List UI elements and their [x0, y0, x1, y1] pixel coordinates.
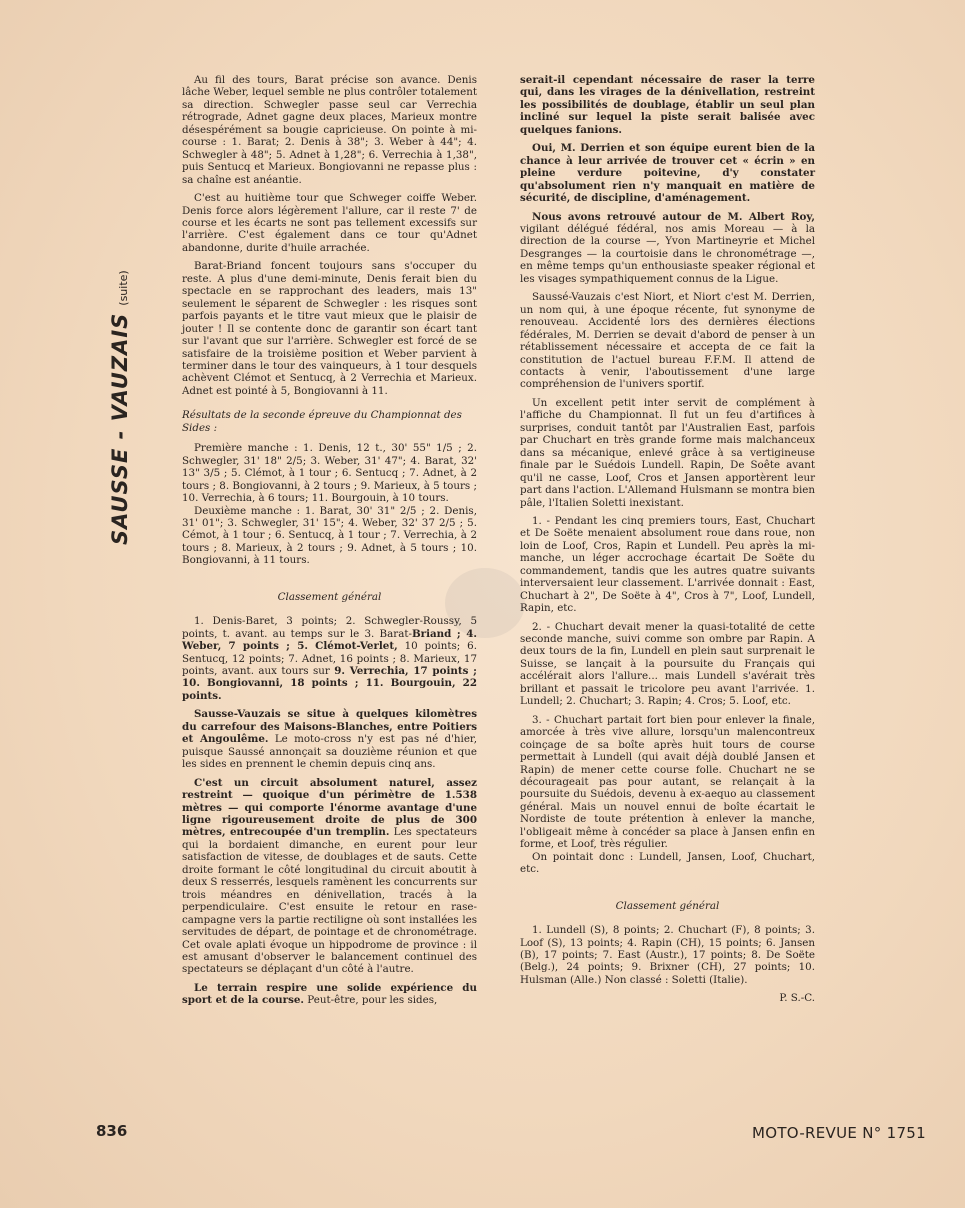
first-heat-results: Première manche : 1. Denis, 12 t., 30' 55" 1/5 ; 2. Schwegler, 31' 18" 2/5; 3. Weber, 31' 47"; 4. Barat, 32' 13" 3/5 ; 5. Clémot, à 1 tour ; 6. Sentucq ; 7. Adnet, à 2 tours ; 8. Bongiovanni, à 2 tours ; 9. Marieux, à 5 tours ; 10. Verrechia, à 6 tours; 11. Bourgouin, à 10 tours. — [182, 442, 477, 505]
left-classement-heading: Classement général — [277, 590, 382, 603]
cg-bold-2: 9. Verrechia, 17 points ; 10. Bongiovanni, 18 points ; 11. Bourgouin, 22 points. — [182, 665, 477, 702]
side-title — [108, 125, 148, 545]
p5-rest: Les spectateurs qui la bordaient dimanche, en eurent pour leur satisfaction de vitesse, de doublages et de sauts. Cette droite formant le côté longitudinal du circuit aboutit à deux S resserrés, lesquels ramènent les concurrents sur trois méandres en dénivellation, tracés à la perpendiculaire. C'est ensuite le retour en rase-campagne vers la partie rectiligne où sont installées les servitudes de départ, de pointage et de chronométrage. Cet ovale aplati évoque un hippodrome de province : il est amusant d'observer le balancement continuel des spectateurs se déplaçant d'un côté à l'autre. — [182, 826, 477, 976]
r-p2-bold: Oui, M. Derrien et son équipe eurent bien de la chance à leur arrivée de trouver cet « écrin » en pleine verdure poitevine, d'y constater qu'absolument rien n'y manquait en matière de sécurité, de discipline, d'aménagement. — [520, 142, 815, 205]
right-paragraph-3 — [520, 211, 815, 286]
side-title-suite: (suite) — [117, 270, 130, 306]
r-p1-bold: serait-il cependant nécessaire de raser la terre qui, dans les virages de la dénivellation, restreint les possibilités de doublage, établir un seul plan incliné sur lequel la piste serait balisée avec quelques fanions. — [520, 74, 815, 136]
right-paragraph-1 — [520, 74, 815, 136]
results-heading: Résultats de la seconde épreuve du Championnat des Sides : — [182, 409, 462, 434]
p5-bold: C'est un circuit absolument naturel, assez restreint — quoique d'un périmètre de 1.538 mètres — qui comporte l'énorme avantage d'une ligne rigoureusement droite de plus de 300 mètres, entrecoupée d'un tremplin. — [182, 776, 477, 839]
left-paragraph-3: Barat-Briand foncent toujours sans s'occuper du reste. A plus d'une demi-minute, Denis ferait bien du spectacle en se rapprochant des leaders, mais 13" seulement le séparent de Schwegler : les risques sont parfois payants et le titre vaut mieux que le plaisir de jouter ! Il se contente donc de garantir son écart tant sur l'avant que sur l'arrière. Schwegler est forcé de se satisfaire de la troisième position et Weber parvient à terminer dans le tour des vainqueurs, à 1 tour desquels achèvent Clémot et Sentucq, à 2 Verrechia et Marieux. Adnet est pointé à 5, Bongiovanni à 11. — [182, 260, 477, 397]
signature: P. S.-C. — [779, 992, 815, 1005]
publication-footer: MOTO-REVUE N° 1751 — [752, 1124, 926, 1142]
right-paragraph-7: 2. - Chuchart devait mener la quasi-totalité de cette seconde manche, suivi comme son ombre par Rapin. A deux tours de la fin, Lundell en plein saut surprenait le Suisse, se lançait à la poursuite du Français qui accélérait alors l'allure... mais Lundell s'avérait très brillant et passait le tricolore peu avant l'arrivée. 1. Lundell; 2. Chuchart; 3. Rapin; 4. Cros; 5. Loof, etc. — [520, 620, 815, 708]
left-paragraph-5 — [182, 777, 477, 976]
page-number: 836 — [96, 1122, 128, 1140]
side-title-main: SAUSSE - VAUZAIS — [108, 312, 132, 545]
cg-bold-1: Briand ; 4. Weber, 7 points ; 5. Clémot-Verlet, — [182, 627, 478, 653]
cg-mid: 10 points; 6. Sentucq, 12 points; 7. Adnet, 16 points ; 8. Marieux, 17 points, avant. aux tours sur — [182, 640, 477, 678]
right-paragraph-8: 3. - Chuchart partait fort bien pour enlever la finale, amorcée à très vive allure, lorsqu'un malencontreux coinçage de sa boîte après huit tours de course permettait à Lundell (qui avait déjà doublé Jansen et Rapin) de mener cette course folle. Chuchart ne se décourageait pas pour autant, se relançait à la poursuite du Suédois, devenu à ex-aequo au classement général. Mais un nouvel ennui de boîte écartait le Nordiste de toute prétention à enlever la manche, l'obligeait même à concéder sa place à Jansen enfin en forme, et Loof, très régulier. — [520, 713, 815, 851]
p6-rest: Peut-être, pour les sides, — [304, 994, 438, 1007]
right-classement-text: 1. Lundell (S), 8 points; 2. Chuchart (F), 8 points; 3. Loof (S), 13 points; 4. Rapin (CH), 15 points; 6. Jansen (B), 17 points; 7. East (Austr.), 17 points; 8. De Soëte (Belg.), 24 points; 9. Brixner (CH), 27 points; 10. Hulsman (Alle.) Non classé : Soletti (Italie). — [520, 924, 815, 986]
left-paragraph-1: Au fil des tours, Barat précise son avance. Denis lâche Weber, lequel semble ne plus contrôler totalement sa direction. Schwegler passe seul car Verrechia rétrograde, Adnet gagne deux places, Marieux montre désespérément sa bougie capricieuse. On pointe à mi-course : 1. Barat; 2. Denis à 38"; 3. Weber à 44"; 4. Schwegler à 48"; 5. Adnet à 1,28"; 6. Verrechia à 1,38", puis Sentucq et Marieux. Bongiovanni ne repasse plus : sa chaîne est anéantie. — [182, 74, 477, 186]
left-paragraph-4 — [182, 708, 477, 770]
right-paragraph-2 — [520, 142, 815, 204]
left-classement-text — [182, 615, 477, 702]
p4-rest: Le moto-cross n'y est pas né d'hier, puisque Saussé annonçait sa douzième réunion et que les sides en prennent le chemin depuis cinq ans. — [182, 733, 477, 771]
left-paragraph-6 — [182, 982, 477, 1007]
r-p3-bold: Nous avons retrouvé autour de M. Albert Roy, — [532, 210, 815, 223]
right-paragraph-5: Un excellent petit inter servit de complément à l'affiche du Championnat. Il fut un feu d'artifices à surprises, conduit tantôt par l'Australien East, parfois par Chuchart en très grande forme mais malchanceux dans sa mécanique, enlevé grâce à sa vertigineuse finale par le Suédois Lundell. Rapin, De Soête avant qu'il ne casse, Loof, Cros et Jansen apportèrent leur part dans l'action. L'Allemand Hulsmann se montra bien pâle, l'Italien Soletti inexistant. — [520, 396, 815, 509]
right-column — [520, 74, 815, 1011]
right-classement-heading: Classement général — [615, 899, 720, 912]
p6-bold: Le terrain respire une solide expérience du sport et de la course. — [182, 981, 477, 1007]
p4-bold: Sausse-Vauzais se situe à quelques kilomètres du carrefour des Maisons-Blanches, entre Poitiers et Angoulême. — [182, 708, 477, 746]
cg-pre: 1. Denis-Baret, 3 points; 2. Schwegler-Roussy, 5 points, t. avant. au temps sur le 3. Barat- — [182, 615, 477, 640]
right-paragraph-9: On pointait donc : Lundell, Jansen, Loof, Chuchart, etc. — [520, 850, 815, 876]
r-p3-rest: vigilant délégué fédéral, nos amis Moreau — à la direction de la course —, Yvon Martineyrie et Michel Desgranges — la courtoisie dans le chronométrage —, en même temps qu'un enthousiaste speaker régional et les visages sympathiquement connus de la Ligue. — [520, 222, 815, 285]
left-column — [182, 74, 477, 1013]
right-paragraph-4: Saussé-Vauzais c'est Niort, et Niort c'est M. Derrien, un nom qui, à une époque récente, fut synonyme de renouveau. Accidenté lors des dernières élections fédérales, M. Derrien se devait d'abord de penser à un rétablissement nécessaire et accepta de ce fait la constitution de l'actuel bureau F.F.M. Il attend de contacts à venir, l'aboutissement d'une large compréhension de l'univers sportif. — [520, 291, 815, 391]
right-paragraph-6: 1. - Pendant les cinq premiers tours, East, Chuchart et De Soëte menaient absolument roue dans roue, non loin de Loof, Cros, Rapin et Lundell. Peu après la mi-manche, un léger accrochage écartait De Soëte du commandement, tandis que les autres quatre suivants interversaient leur classement. L'arrivée donnait : East, Chuchart à 2", De Soëte à 4", Cros à 7", Loof, Lundell, Rapin, etc. — [520, 514, 815, 615]
left-paragraph-2: C'est au huitième tour que Schweger coiffe Weber. Denis force alors légèrement l'allure, car il reste 7' de course et les écarts ne sont pas tellement excessifs sur l'arrière. C'est également dans ce tour qu'Adnet abandonne, durite d'huile arrachée. — [182, 192, 477, 254]
second-heat-results: Deuxième manche : 1. Barat, 30' 31" 2/5 ; 2. Denis, 31' 01"; 3. Schwegler, 31' 15"; 4. Weber, 32' 37 2/5 ; 5. Cémot, à 1 tour ; 6. Sentucq, à 1 tour ; 7. Verrechia, à 2 tours ; 8. Marieux, à 2 tours ; 9. Adnet, à 5 tours ; 10. Bongiovanni, à 11 tours. — [182, 504, 477, 567]
